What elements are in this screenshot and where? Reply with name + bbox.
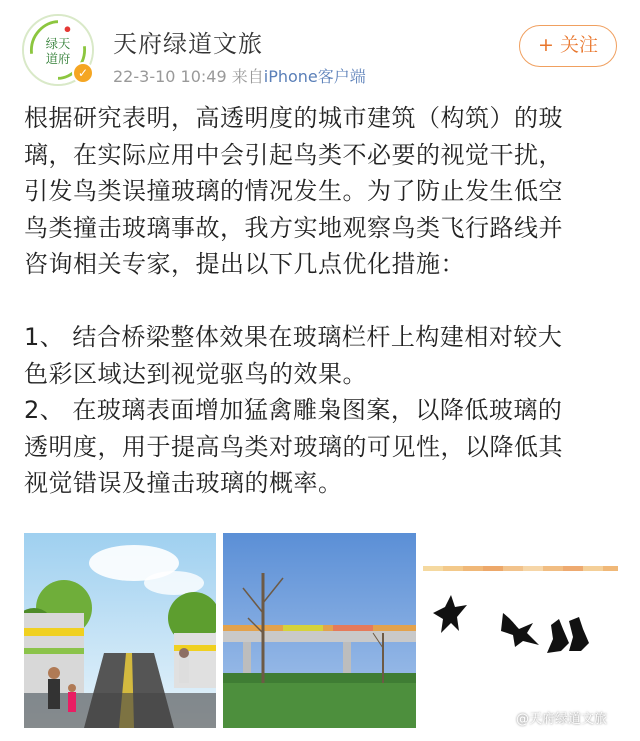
image-gallery: [24, 533, 618, 728]
post-line: 根据研究表明，高透明度的城市建筑（构筑）的玻: [24, 104, 563, 132]
post-line: 璃，在实际应用中会引起鸟类不必要的视觉干扰，: [24, 140, 563, 169]
svg-text:绿天: 绿天: [45, 37, 71, 52]
bridge-rendering-image[interactable]: [24, 533, 216, 728]
source-prefix: 来自: [231, 67, 264, 86]
follow-button[interactable]: + 关注: [519, 25, 617, 67]
svg-text:道府: 道府: [45, 52, 71, 67]
post-body: [24, 100, 624, 502]
raptor-silhouettes-image[interactable]: [423, 533, 618, 728]
post-line: 透明度，用于提高鸟类对玻璃的可见性，以降低其: [24, 432, 563, 461]
post-line: 1、 结合桥梁整体效果在玻璃栏杆上构建相对较大: [24, 323, 563, 351]
post-line: 视觉错误及撞击玻璃的概率。: [24, 469, 343, 497]
post-line: 色彩区域达到视觉驱鸟的效果。: [24, 359, 367, 388]
post-line: 2、 在玻璃表面增加猛禽雕枭图案，以降低玻璃的: [24, 396, 563, 424]
bridge-photo-image[interactable]: [223, 533, 416, 728]
post-line: 鸟类撞击玻璃事故，我方实地观察鸟类飞行路线并: [24, 213, 563, 242]
paragraph-gap: [24, 283, 624, 320]
post-source[interactable]: iPhone客户端: [263, 67, 366, 86]
account-name[interactable]: 天府绿道文旅: [113, 30, 263, 58]
post-header: [0, 0, 640, 100]
verified-badge-icon: ✓: [72, 62, 94, 84]
post-line: 咨询相关专家，提出以下几点优化措施：: [24, 250, 465, 278]
weibo-watermark: @天府绿道文旅: [516, 712, 608, 727]
post-line: 引发鸟类误撞玻璃的情况发生。为了防止发生低空: [24, 177, 563, 205]
post-meta: [113, 64, 366, 87]
post-date-time: 22-3-10 10:49: [113, 67, 227, 86]
